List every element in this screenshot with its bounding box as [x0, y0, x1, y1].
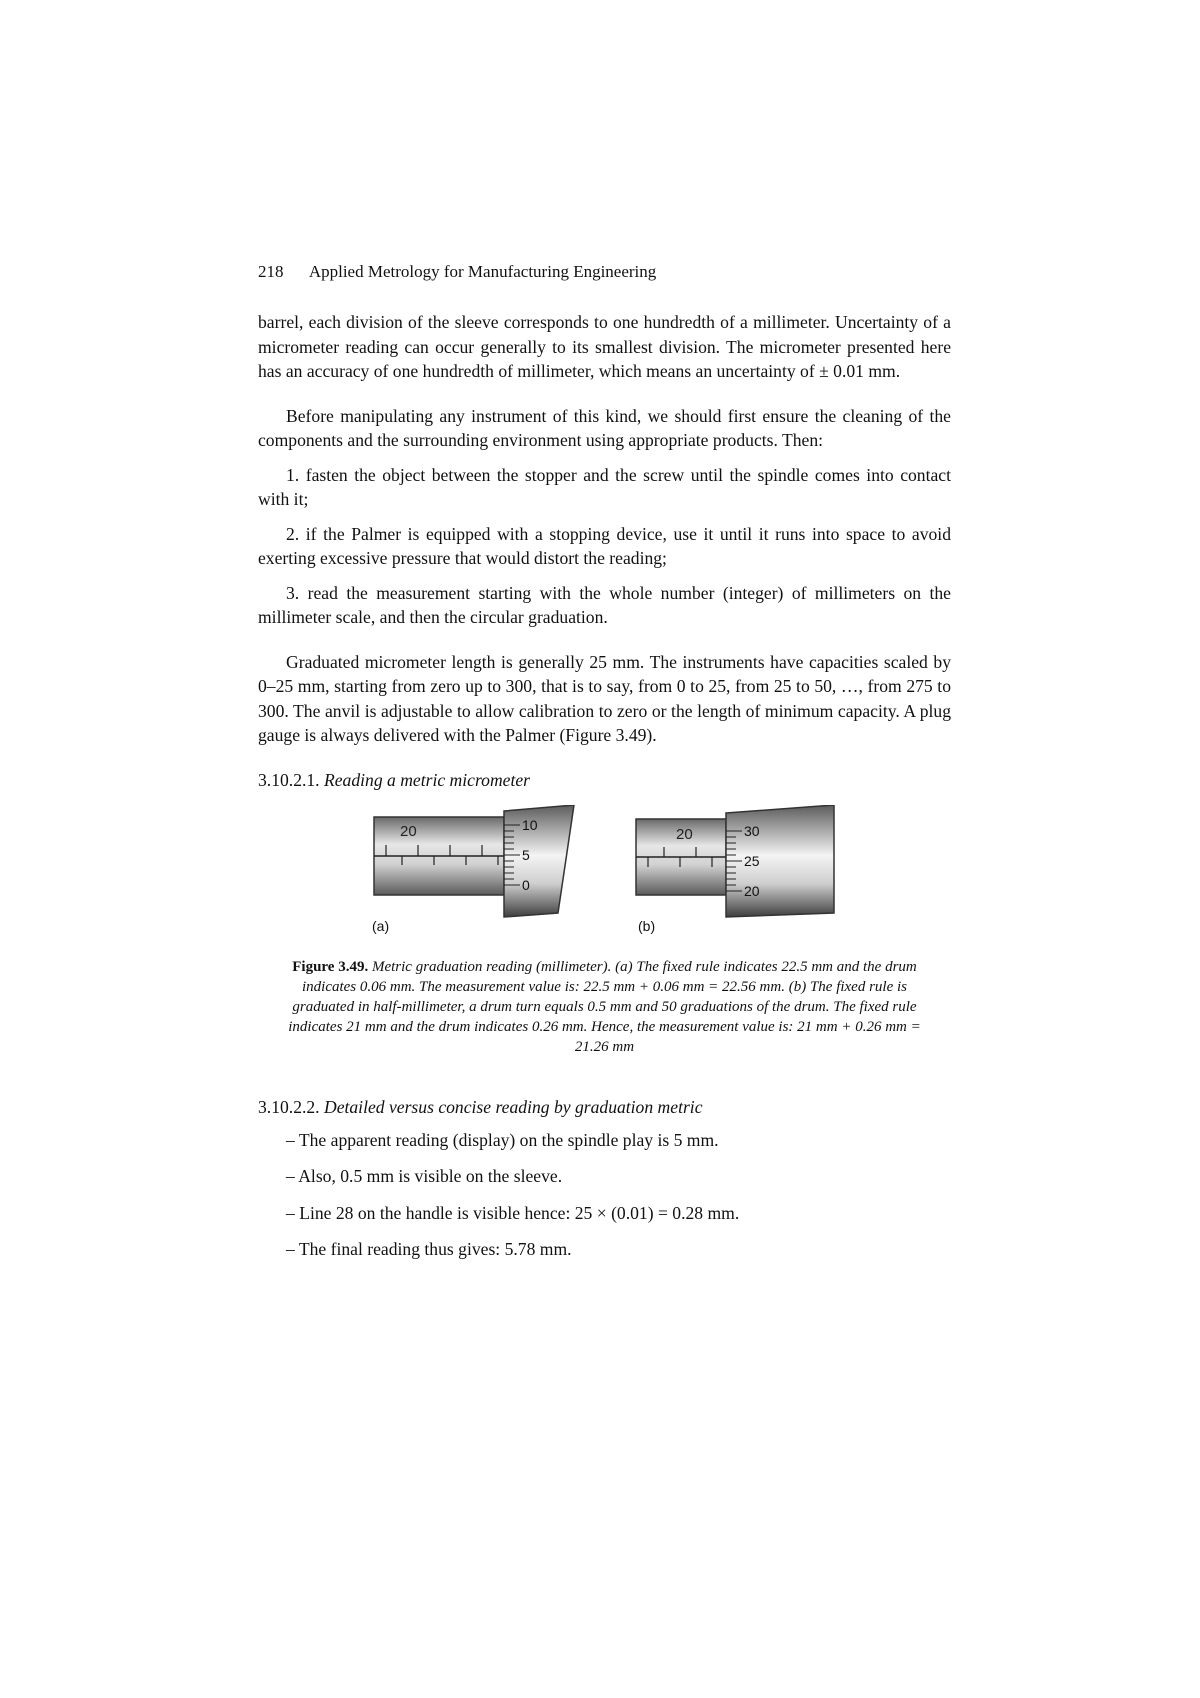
- thimble-number-a-top: 10: [522, 816, 538, 833]
- figure-3-49: [258, 805, 951, 935]
- thimble-number-a-bottom: 0: [522, 876, 530, 893]
- panel-b: [636, 805, 834, 934]
- running-head: [258, 262, 951, 282]
- step-2: 2. if the Palmer is equipped with a stopping device, use it until it runs into space to avoid exerting excessive pressure that would distort the reading;: [258, 523, 951, 568]
- reading-steps-list: [258, 1128, 951, 1262]
- paragraph-barrel: barrel, each division of the sleeve corresponds to one hundredth of a millimeter. Uncertainty of a micrometer reading can occur generally to its smallest division. The micrometer presented here has an accuracy of one hundredth of millimeter, which means an uncertainty of ± 0.01 mm.: [258, 312, 951, 381]
- section-title: Reading a metric micrometer: [323, 769, 531, 790]
- list-item: – Also, 0.5 mm is visible on the sleeve.: [286, 1166, 563, 1186]
- sleeve-number-b: 20: [676, 825, 693, 843]
- step-3: 3. read the measurement starting with the whole number (integer) of millimeters on the millimeter scale, and then the circular graduation.: [258, 582, 951, 627]
- section-number: 3.10.2.2.: [258, 1096, 320, 1117]
- figure-caption-text: Metric graduation reading (millimeter). (a) The fixed rule indicates 22.5 mm and the drum indicates 0.06 mm. The measurement value is: 22.5 mm + 0.06 mm = 22.56 mm. (b) The fixed rule is graduated in half-millimeter, a drum turn equals 0.5 mm and 50 graduations of the drum. The fixed rule indicates 21 mm and the drum indicates 0.26 mm. Hence, the measurement value is: 21 mm + 0.26 mm = 21.26 mm: [288, 958, 921, 1055]
- thimble-number-a-mid: 5: [522, 846, 530, 863]
- paragraph-before-manipulating: Before manipulating any instrument of this kind, we should first ensure the cleaning of the components and the surrounding environment using appropriate products. Then:: [258, 405, 951, 450]
- section-title: Detailed versus concise reading by graduation metric: [323, 1096, 703, 1117]
- page-content: [258, 262, 951, 1262]
- panel-a: [372, 805, 574, 934]
- paragraph-graduated-length: Graduated micrometer length is generally 25 mm. The instruments have capacities scaled by 0–25 mm, starting from zero up to 300, that is to say, from 0 to 25, from 25 to 50, …, from 275 to 300. The anvil is adjustable to allow calibration to zero or the length of minimum capacity. A plug gauge is always delivered with the Palmer (Figure 3.49).: [258, 651, 951, 745]
- micrometer-illustration: [258, 805, 951, 935]
- section-number: 3.10.2.1.: [258, 769, 320, 790]
- sleeve-number-a: 20: [400, 822, 417, 840]
- thimble-number-b-top: 30: [744, 822, 760, 839]
- thimble-number-b-mid: 25: [744, 852, 760, 869]
- list-item: – Line 28 on the handle is visible hence: 25 × (0.01) = 0.28 mm.: [286, 1202, 740, 1223]
- list-item: – The apparent reading (display) on the spindle play is 5 mm.: [286, 1129, 719, 1150]
- thimble-b: [726, 805, 834, 917]
- list-item: – The final reading thus gives: 5.78 mm.: [286, 1239, 572, 1259]
- thimble-a: [504, 805, 574, 917]
- panel-label-a: (a): [372, 917, 390, 934]
- section-heading-3-10-2-1: [258, 770, 951, 791]
- book-title: Applied Metrology for Manufacturing Engineering: [308, 262, 657, 281]
- figure-caption-label: Figure 3.49.: [292, 958, 369, 975]
- step-1: 1. fasten the object between the stopper and the screw until the spindle comes into contact with it;: [258, 464, 951, 509]
- thimble-number-b-bottom: 20: [744, 882, 760, 899]
- page-number: 218: [258, 262, 284, 281]
- figure-caption: [278, 957, 931, 1057]
- section-heading-3-10-2-2: [258, 1097, 951, 1118]
- panel-label-b: (b): [638, 917, 656, 934]
